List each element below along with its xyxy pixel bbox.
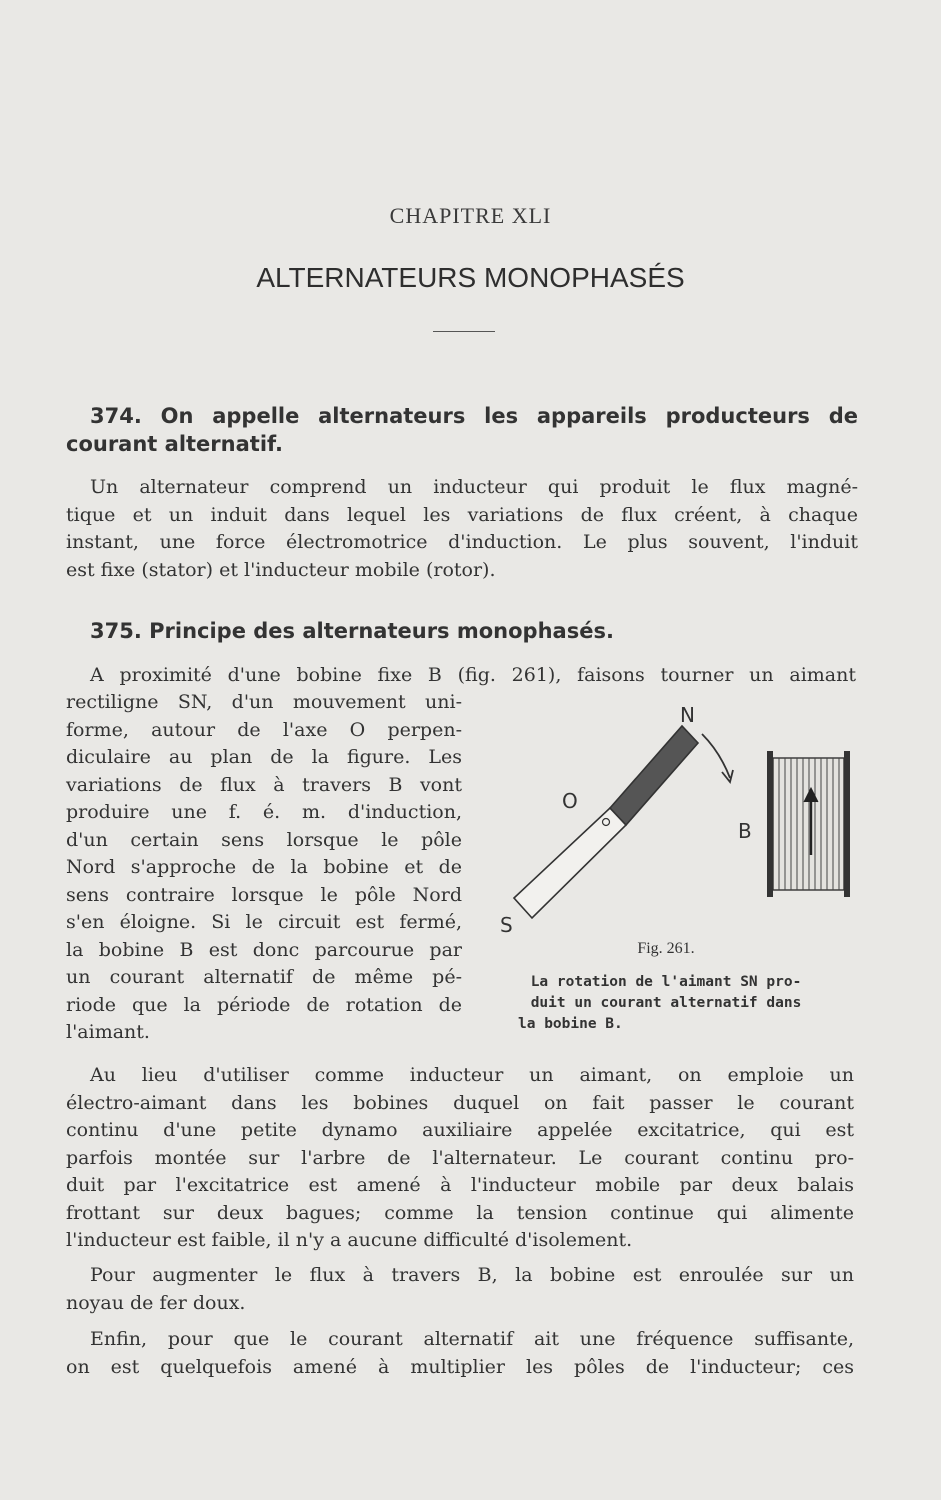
text-line: on est quelquefois amené à multiplier les pôles de l'inducteur; ces [66,1355,854,1378]
text-line: rectiligne SN, d'un mouvement uni- [66,691,462,713]
heading-line: 374. On appelle alternateurs les appareils producteurs de [90,404,858,428]
text-line: tique et un induit dans lequel les variations de flux créent, à chaque [66,503,858,526]
text-line: Nord s'approche de la bobine et de [66,856,462,878]
text-line: forme, autour de l'axe O perpen- [66,718,462,741]
section-375-wrap-text [66,689,462,1047]
figure-number: Fig. 261. [637,940,695,957]
section-374-paragraph [66,474,858,584]
chapter-label: CHAPITRE XLI [389,203,552,228]
magnet-north-half [610,726,698,825]
text-line: instant, une force électromotrice d'induction. Le plus souvent, l'induit [66,531,858,553]
text-line: Au lieu d'utiliser comme inducteur un aimant, on emploie un [90,1064,854,1086]
text-line: Enfin, pour que le courant alternatif ait une fréquence suffisante, [90,1328,854,1350]
paragraph-electro-aimant [66,1062,854,1255]
rotation-arrow [702,734,730,778]
text-line: Un alternateur comprend un inducteur qui produit le flux magné- [90,476,858,498]
label-o: O [562,789,578,813]
text-line: Pour augmenter le flux à travers B, la bobine est enroulée sur un [90,1264,854,1286]
text-line: riode que la période de rotation de [66,993,462,1016]
text-line: d'un certain sens lorsque le pôle [66,828,462,851]
text-line: noyau de fer doux. [66,1291,246,1314]
text-line: parfois montée sur l'arbre de l'alternateur. Le courant continu pro- [66,1146,854,1169]
label-n: N [680,703,695,727]
text-line: s'en éloigne. Si le circuit est fermé, [66,911,462,933]
axis-point [603,819,610,826]
heading-line: courant alternatif. [66,432,283,456]
caption-line: La rotation de l'aimant SN pro- [530,974,802,990]
section-375-heading: 375. Principe des alternateurs monophasés. [90,619,614,643]
figure-261 [490,700,860,940]
text-line: variations de flux à travers B vont [66,773,462,796]
caption-line: la bobine B. [518,1016,623,1032]
label-b: B [738,819,752,843]
text-line: est fixe (stator) et l'inducteur mobile (rotor). [66,558,496,581]
section-375-first-line [66,662,856,690]
caption-line: duit un courant alternatif dans [530,995,802,1011]
title-rule [433,331,495,332]
text-line: continu d'une petite dynamo auxiliaire appelée excitatrice, qui est [66,1119,854,1141]
paragraph-poles [66,1326,854,1381]
paragraph-flux [66,1262,854,1317]
label-s: S [500,913,513,937]
text-line: frottant sur deux bagues; comme la tension continue qui alimente [66,1201,854,1224]
text-line: l'inducteur est faible, il n'y a aucune difficulté d'isolement. [66,1229,633,1251]
figure-caption [496,972,836,1035]
text-line: la bobine B est donc parcourue par [66,938,462,961]
text-line: électro-aimant dans les bobines duquel on fait passer le courant [66,1091,854,1114]
text-line: produire une f. é. m. d'induction, [66,801,462,823]
text-line: l'aimant. [66,1021,150,1043]
text-line: sens contraire lorsque le pôle Nord [66,883,462,906]
section-374-heading [66,402,858,458]
chapter-title: ALTERNATEURS MONOPHASÉS [256,262,685,293]
text-line: diculaire au plan de la figure. Les [66,746,462,768]
text-line: un courant alternatif de même pé- [66,966,462,988]
text-line: duit par l'excitatrice est amené à l'inducteur mobile par deux balais [66,1174,854,1196]
coil-b [767,751,850,897]
text-line: A proximité d'une bobine fixe B (fig. 261), faisons tourner un aimant [90,664,856,686]
